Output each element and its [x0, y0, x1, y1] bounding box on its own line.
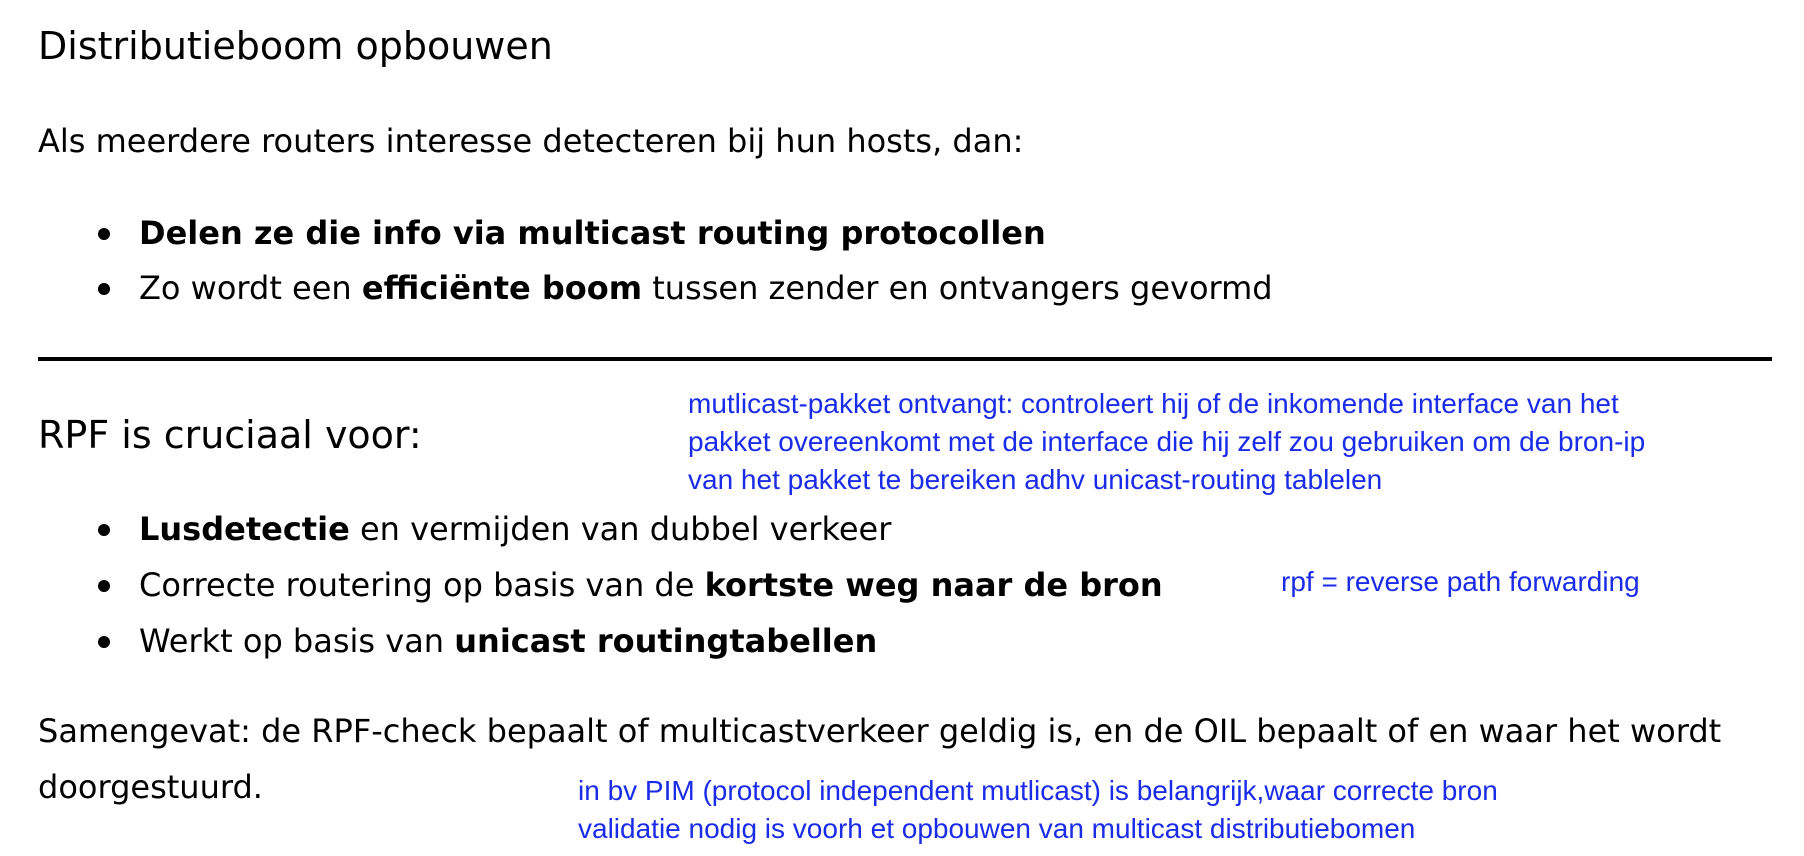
note-line: van het pakket te bereiken adhv unicast-routing tablelen	[688, 464, 1383, 495]
bullet-unicast-routingtabellen	[139, 622, 877, 660]
note-line: mutlicast-pakket ontvangt: controleert hij of de inkomende interface van het	[688, 388, 1619, 419]
bullet-dot	[98, 283, 110, 295]
bullet-efficiente-boom	[139, 269, 1273, 307]
bullet-text: Werkt op basis van	[139, 622, 455, 660]
intro-text: Als meerdere routers interesse detecteren bij hun hosts, dan:	[38, 122, 1024, 160]
bullet-text: Correcte routering op basis van de	[139, 566, 705, 604]
bullet-dot	[98, 524, 110, 536]
bullet-bold-text: kortste weg naar de bron	[704, 566, 1163, 604]
summary-line-2: doorgestuurd.	[38, 768, 263, 806]
bullet-correcte-routering	[139, 566, 1163, 604]
bullet-text: tussen zender en ontvangers gevormd	[642, 269, 1273, 307]
section-title-rpf: RPF is cruciaal voor:	[38, 413, 422, 457]
handwritten-note-rpf-explanation	[688, 385, 1645, 499]
bullet-dot	[98, 636, 110, 648]
bullet-bold-text: unicast routingtabellen	[454, 622, 878, 660]
horizontal-divider	[38, 357, 1772, 361]
bullet-dot	[98, 580, 110, 592]
note-line: validatie nodig is voorh et opbouwen van multicast distributiebomen	[578, 813, 1416, 844]
bullet-bold-text: Lusdetectie	[139, 510, 350, 548]
bullet-dot	[98, 228, 110, 240]
bullet-text: Zo wordt een	[139, 269, 362, 307]
handwritten-note-pim	[578, 772, 1498, 848]
section-title-distributieboom: Distributieboom opbouwen	[38, 24, 553, 68]
bullet-multicast-routing	[139, 214, 1046, 252]
note-line: in bv PIM (protocol independent mutlicast) is belangrijk,waar correcte bron	[578, 775, 1498, 806]
bullet-bold-text: efficiënte boom	[361, 269, 643, 307]
summary-line-1: Samengevat: de RPF-check bepaalt of multicastverkeer geldig is, en de OIL bepaalt of en waar het wordt	[38, 712, 1722, 750]
bullet-text: en vermijden van dubbel verkeer	[349, 510, 892, 548]
handwritten-note-rpf-definition: rpf = reverse path forwarding	[1281, 566, 1640, 597]
bullet-lusdetectie	[139, 510, 891, 548]
bullet-bold-text: Delen ze die info via multicast routing protocollen	[139, 214, 1046, 252]
note-line: pakket overeenkomt met de interface die hij zelf zou gebruiken om de bron-ip	[688, 426, 1646, 457]
